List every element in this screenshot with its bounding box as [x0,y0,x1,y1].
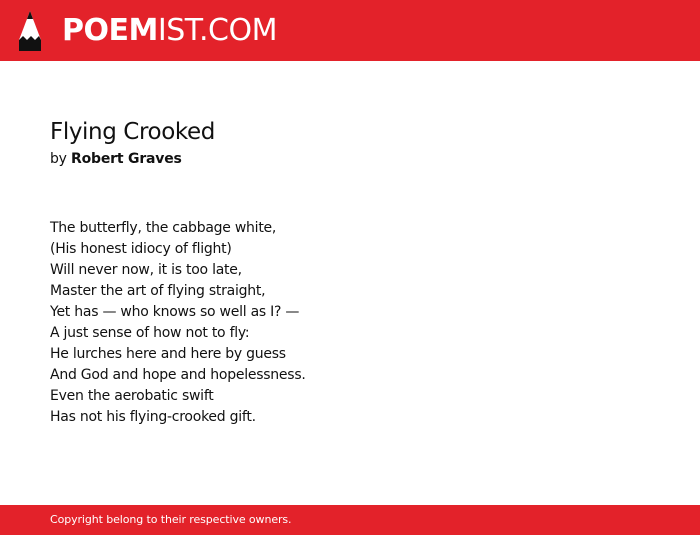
by-prefix: by [50,151,67,167]
poem-body [50,218,650,428]
poem-header [50,116,650,170]
poem-title: Flying Crooked [50,119,215,145]
poem-byline [50,148,650,170]
poem-line: Even the aerobatic swift [50,388,214,404]
poem-line: (His honest idiocy of flight) [50,241,232,257]
poem-line: Will never now, it is too late, [50,262,242,278]
site-header [0,0,700,61]
brand-bold-text: POEM [62,13,158,48]
site-footer [0,505,700,535]
poem-line: Yet has — who knows so well as I? — [50,304,300,320]
poem-author: Robert Graves [71,151,182,167]
copyright-notice: Copyright belong to their respective owners. [50,513,292,526]
site-logo-text[interactable] [62,12,277,50]
poem-line: Master the art of flying straight, [50,283,266,299]
poem-line: He lurches here and here by guess [50,346,286,362]
poem-line: Has not his flying-crooked gift. [50,409,256,425]
brand-light-text: IST.COM [157,13,277,48]
poem-line: The butterfly, the cabbage white, [50,220,277,236]
poem-line: And God and hope and hopelessness. [50,367,306,383]
poem-line: A just sense of how not to fly: [50,325,250,341]
pencil-icon[interactable] [18,10,42,52]
